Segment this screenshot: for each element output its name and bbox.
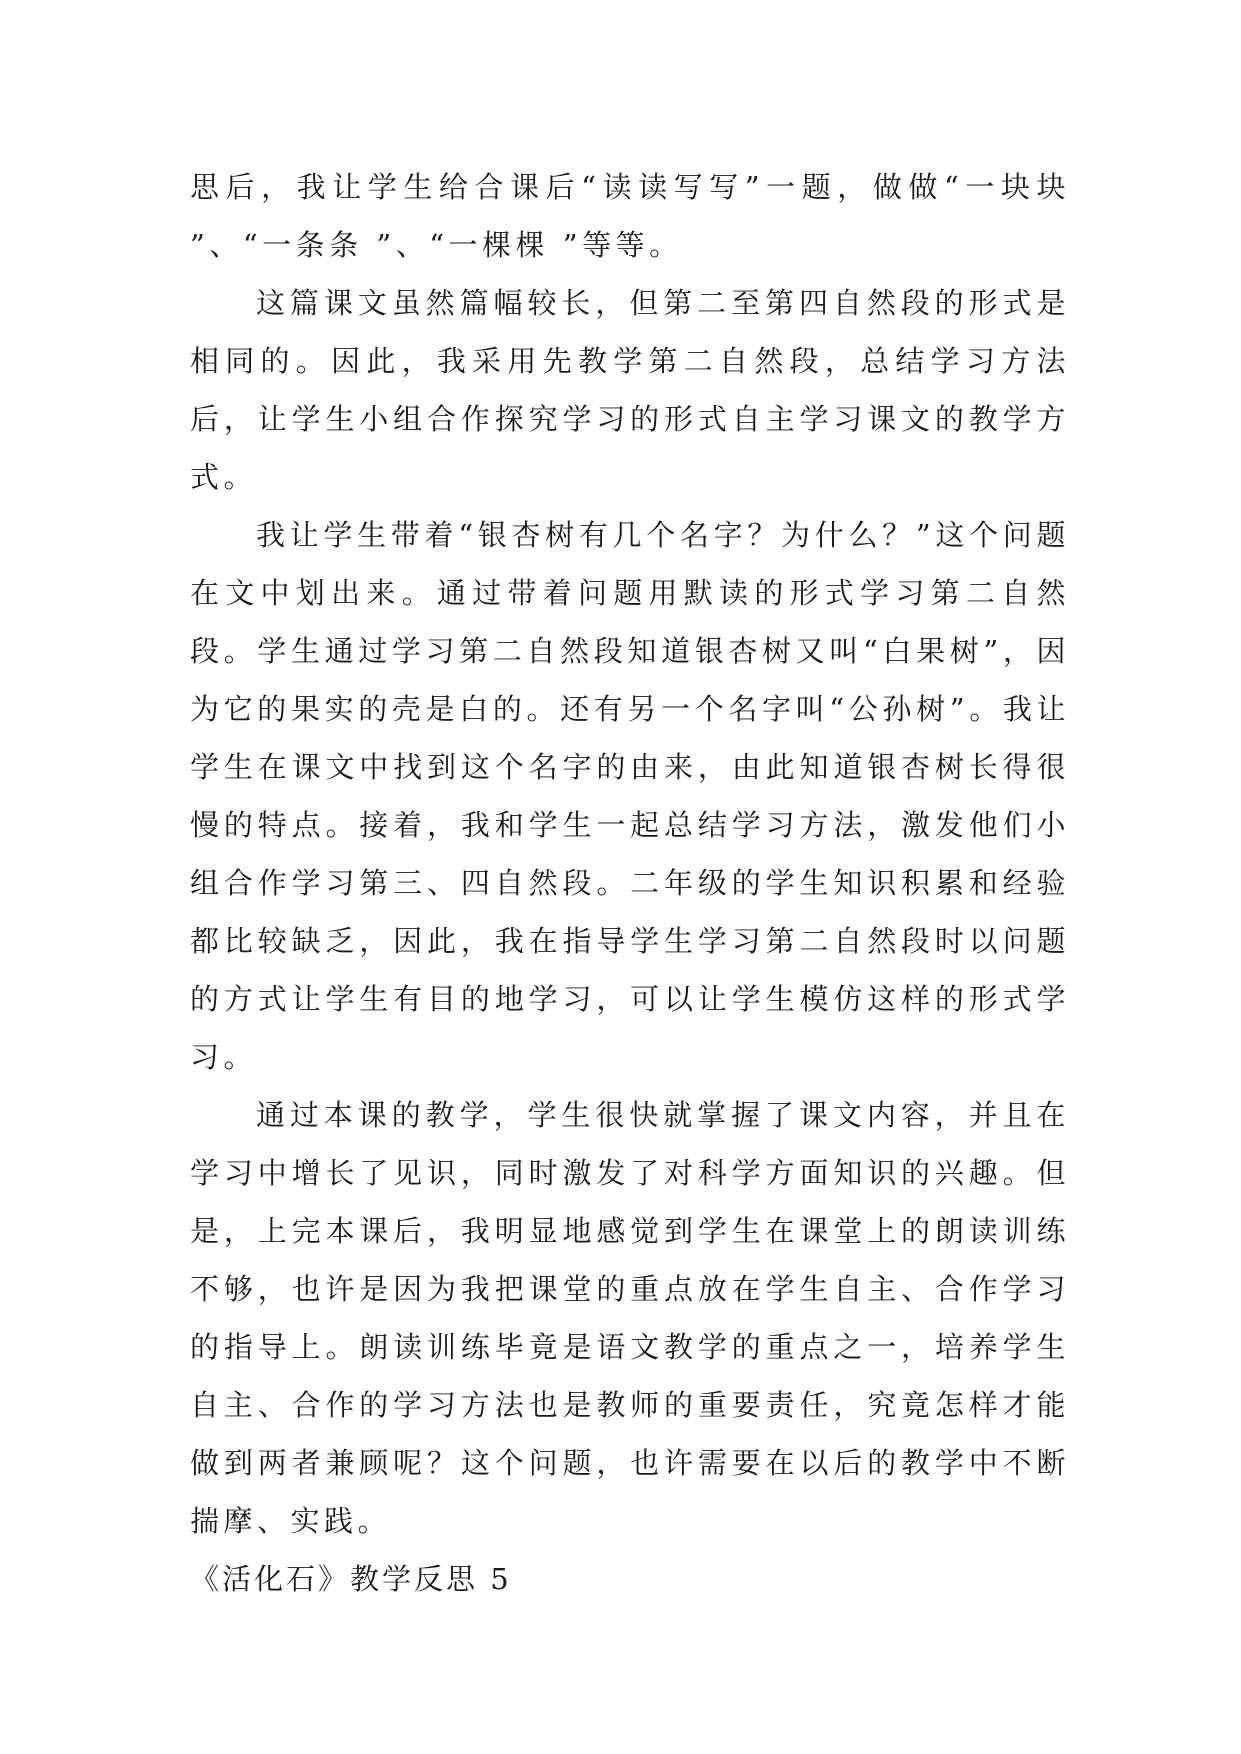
section-title: 《活化石》教学反思 5 bbox=[190, 1562, 512, 1596]
paragraph-2: 这篇课文虽然篇幅较长，但第二至第四自然段的形式是相同的。因此，我采用先教学第二自然段，总结学习方法后，让学生小组合作探究学习的形式自主学习课文的教学方式。 bbox=[190, 286, 1070, 494]
paragraph-3: 我让学生带着“银杏树有几个名字？为什么？”这个问题在文中划出来。通过带着问题用默读的形式学习第二自然段。学生通过学习第二自然段知道银杏树又叫“白果树”，因为它的果实的壳是白的。还有另一个名字叫“公孙树”。我让学生在课文中找到这个名字的由来，由此知道银杏树长得很慢的特点。接着，我和学生一起总结学习方法，激发他们小组合作学习第三、四自然段。二年级的学生知识积累和经验都比较缺乏，因此，我在指导学生学习第二自然段时以问题的方式让学生有目的地学习，可以让学生模仿这样的形式学习。 bbox=[190, 518, 1070, 1074]
document-body bbox=[190, 158, 1070, 1608]
paragraph-continuation: 思后，我让学生给合课后“读读写写”一题，做做“一块块 ”、“一条条 ”、“一棵棵 ”等等。 bbox=[190, 170, 1070, 262]
paragraph-4: 通过本课的教学，学生很快就掌握了课文内容，并且在学习中增长了见识，同时激发了对科学方面知识的兴趣。但是，上完本课后，我明显地感觉到学生在课堂上的朗读训练不够，也许是因为我把课堂的重点放在学生自主、合作学习的指导上。朗读训练毕竟是语文教学的重点之一，培养学生自主、合作的学习方法也是教师的重要责任，究竟怎样才能做到两者兼顾呢？这个问题，也许需要在以后的教学中不断揣摩、实践。 bbox=[190, 1098, 1070, 1538]
